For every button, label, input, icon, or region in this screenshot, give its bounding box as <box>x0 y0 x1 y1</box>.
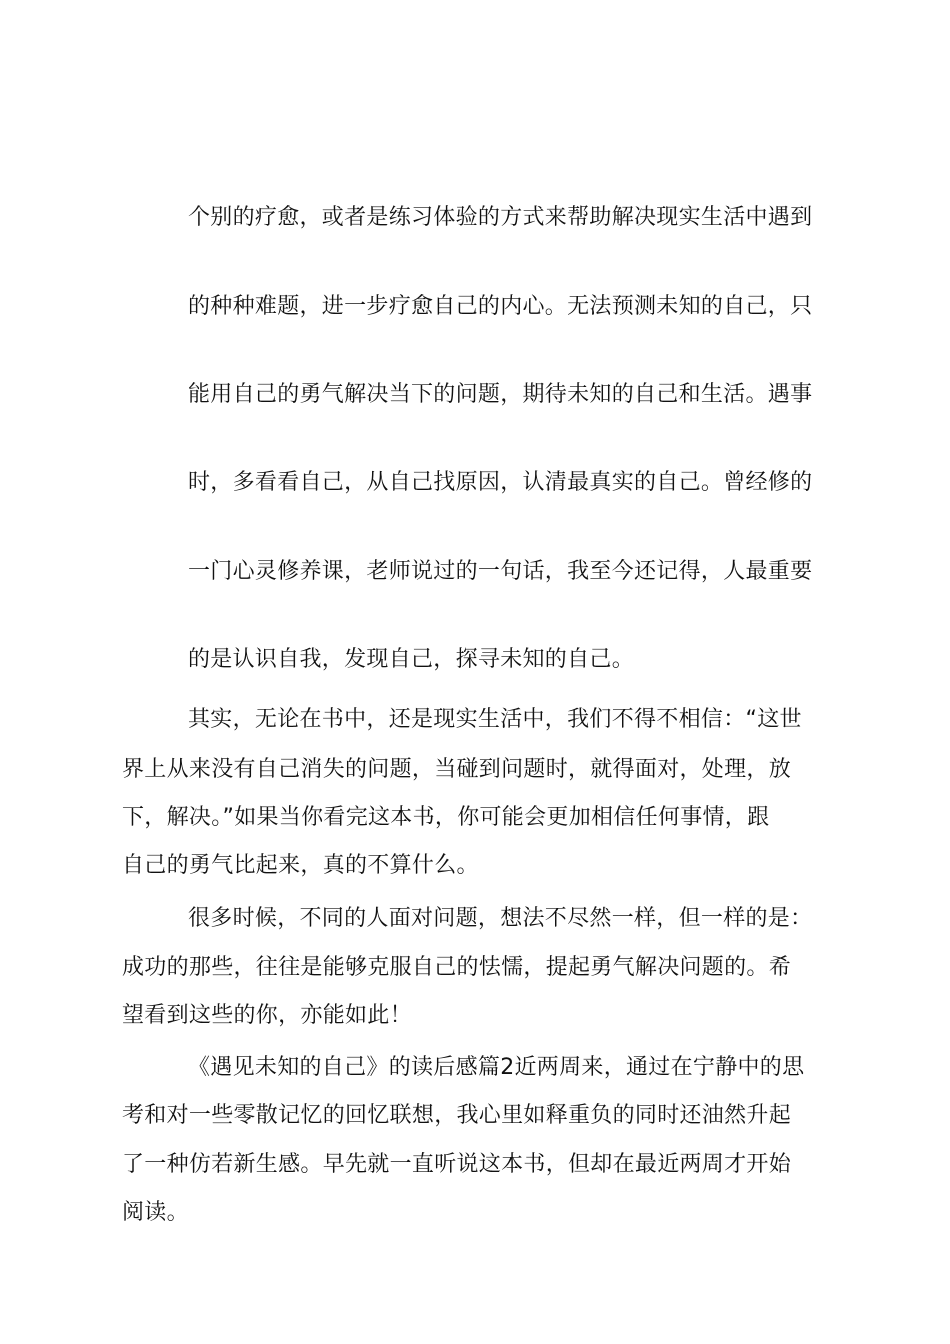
text-line: 时，多看看自己，从自己找原因，认清最真实的自己。曾经修的 <box>188 470 813 495</box>
text-line: 阅读。 <box>122 1200 189 1225</box>
text-line: 个别的疗愈，或者是练习体验的方式来帮助解决现实生活中遇到 <box>188 205 813 230</box>
text-line: 了一种仿若新生感。早先就一直听说这本书，但却在最近两周才开始 <box>122 1152 792 1177</box>
text-line: 一门心灵修养课，老师说过的一句话，我至今还记得，人最重要 <box>188 559 813 584</box>
text-line: 考和对一些零散记忆的回忆联想，我心里如释重负的同时还油然升起 <box>122 1103 792 1128</box>
text-line: 自己的勇气比起来，真的不算什么。 <box>122 853 479 878</box>
text-line: 下，解决。”如果当你看完这本书，你可能会更加相信任何事情，跟 <box>122 805 770 830</box>
text-line: 其实，无论在书中，还是现实生活中，我们不得不相信：“这世 <box>188 707 802 732</box>
text-line: 望看到这些的你，亦能如此！ <box>122 1003 412 1028</box>
text-line: 界上从来没有自己消失的问题，当碰到问题时，就得面对，处理，放 <box>122 757 792 782</box>
text-line: 的是认识自我，发现自己，探寻未知的自己。 <box>188 647 635 672</box>
text-line: 成功的那些，往往是能够克服自己的怯懦，提起勇气解决问题的。希 <box>122 955 792 980</box>
text-line: 很多时候，不同的人面对问题，想法不尽然一样，但一样的是： <box>188 906 813 931</box>
text-line: 能用自己的勇气解决当下的问题，期待未知的自己和生活。遇事 <box>188 382 813 407</box>
text-line: 的种种难题，进一步疗愈自己的内心。无法预测未知的自己，只 <box>188 294 813 319</box>
text-line: 《遇见未知的自己》的读后感篇2近两周来，通过在宁静中的思 <box>188 1055 805 1080</box>
